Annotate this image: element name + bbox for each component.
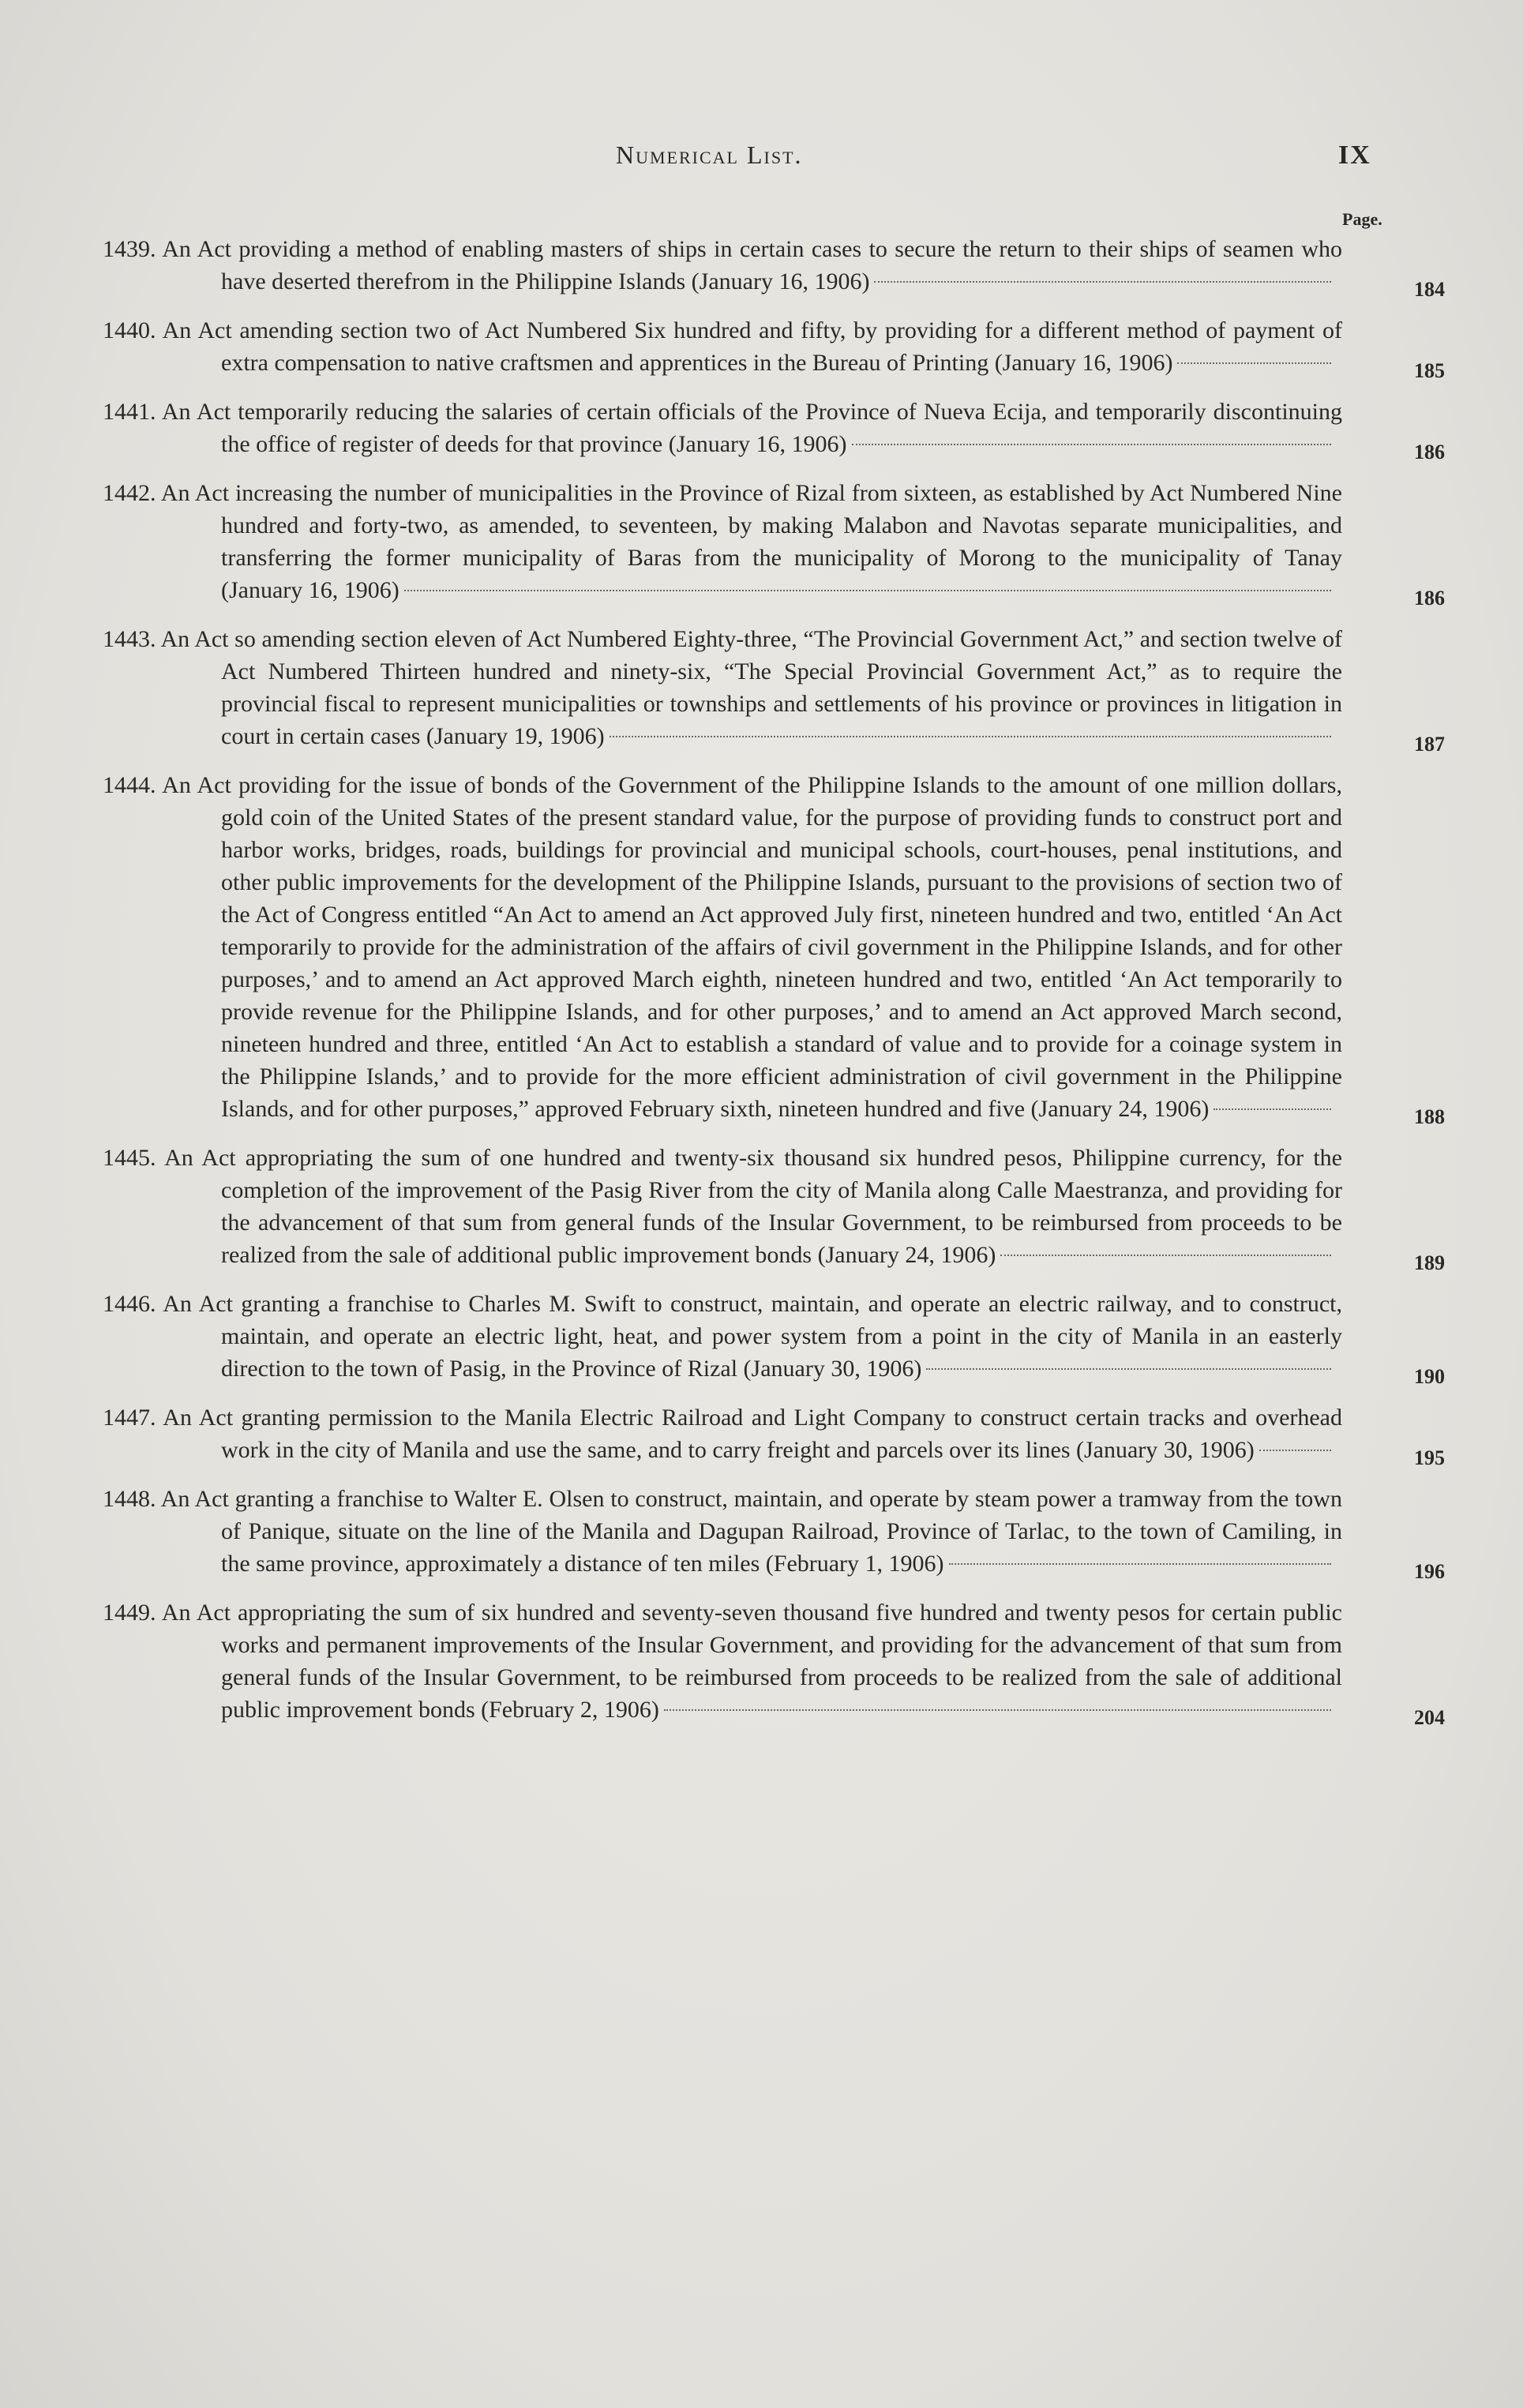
dot-leader (610, 736, 1331, 737)
act-date: (February 1, 1906) (765, 1551, 944, 1577)
act-date: (January 24, 1906) (1030, 1096, 1210, 1122)
act-title: An Act temporarily reducing the salaries of certain officials of the Province of Nueva Ecija, and temporarily discontinuing the office of register of deeds for that province (161, 399, 1342, 457)
page-number: 188 (1414, 1105, 1445, 1128)
act-date: (February 2, 1906) (481, 1697, 659, 1723)
act-date: (January 16, 1906) (691, 268, 870, 294)
act-date: (January 30, 1906) (1076, 1437, 1255, 1463)
dot-leader (1177, 362, 1331, 364)
act-number: 1447. (103, 1405, 156, 1431)
act-date: (January 24, 1906) (817, 1242, 996, 1268)
page-number: 186 (1414, 587, 1445, 610)
page-number: 187 (1414, 733, 1445, 756)
act-number: 1441. (103, 399, 156, 425)
numerical-list (103, 233, 1445, 1742)
dot-leader (404, 590, 1331, 591)
list-entry (103, 769, 1445, 1128)
act-title: An Act so amending section eleven of Act Numbered Eighty-three, “The Provincial Government Act,” and section twelve of Act Numbered Thirteen hundred and ninety-six, “The Special Provincial Government Act,” as to require the provincial fiscal to represent municipalities or townships and settlements of his province or provinces in litigation in court in certain cases (160, 626, 1342, 749)
act-date: (January 16, 1906) (221, 577, 400, 603)
page-number: 185 (1414, 359, 1445, 382)
act-title: An Act granting a franchise to Walter E. Olsen to construct, maintain, and operate by steam power a tramway from the town of Panique, situate on the line of the Manila and Dagupan Railroad, Province of Tarlac, to the town of Camiling, in the same province, approximately a distance of ten miles (160, 1486, 1342, 1577)
act-number: 1445. (103, 1145, 156, 1171)
list-entry (103, 1483, 1445, 1583)
act-date: (January 19, 1906) (426, 723, 605, 749)
list-entry (103, 1142, 1445, 1274)
dot-leader (949, 1563, 1331, 1565)
act-date: (January 16, 1906) (668, 431, 847, 457)
list-entry (103, 1288, 1445, 1388)
list-entry (103, 623, 1445, 756)
act-title: An Act increasing the number of municipalities in the Province of Rizal from sixteen, as established by Act Numbered Nine hundred and forty-two, as amended, to seventeen, by making Malabon and Navotas separate municipalities, and transferring the former municipality of Baras from the municipality of Morong to the municipality of Tanay (160, 480, 1342, 571)
list-entry (103, 1401, 1445, 1469)
dot-leader (1000, 1255, 1331, 1256)
page-column-label: Page. (1342, 209, 1382, 229)
act-date: (January 16, 1906) (994, 350, 1173, 376)
page-number: 189 (1414, 1251, 1445, 1274)
dot-leader (874, 281, 1331, 283)
page-title: Numerical List. (616, 141, 803, 169)
act-number: 1443. (103, 626, 156, 652)
list-entry (103, 233, 1445, 301)
page-number: 195 (1414, 1446, 1445, 1469)
page-folio: IX (1338, 141, 1371, 170)
act-title: An Act amending section two of Act Numbered Six hundred and fifty, by providing for a different method of payment of extra compensation to native craftsmen and apprentices in the Bureau of Printing (162, 317, 1342, 376)
act-number: 1448. (103, 1486, 156, 1512)
act-title: An Act providing a method of enabling masters of ships in certain cases to secure the return to their ships of seamen who have deserted therefrom in the Philippine Islands (162, 236, 1342, 294)
dot-leader (1214, 1108, 1331, 1110)
act-title: An Act providing for the issue of bonds of the Government of the Philippine Islands to the amount of one million dollars, gold coin of the United States of the present standard value, for the purpose of providing funds to construct port and harbor works, bridges, roads, buildings for provincial and municipal schools, court-houses, penal institutions, and other public improvements for the development of the Philippine Islands, pursuant to the provisions of section two of the Act of Congress entitled “An Act to amend an Act approved July first, nineteen hundred and two, entitled ‘An Act temporarily to provide for the administration of the affairs of civil government in the Philippine Islands, and for other purposes,’ and to amend an Act approved March eighth, nineteen hundred and two, entitled ‘An Act temporarily to provide revenue for the Philippine Islands, and for other purposes,’ and to amend an Act approved March second, nineteen hundred and three, entitled ‘An Act to establish a standard of value and to provide for a coinage system in the Philippine Islands,’ and to provide for the more efficient administration of civil government in the Philippine Islands, and for other purposes,” approved February sixth, nineteen hundred and five (162, 772, 1342, 1122)
page-number: 204 (1414, 1706, 1445, 1729)
act-title: An Act granting a franchise to Charles M. Swift to construct, maintain, and operate an electric railway, and to construct, maintain, and operate an electric light, heat, and power system from a point in the city of Manila in an easterly direction to the town of Pasig, in the Province of Rizal (163, 1291, 1342, 1382)
act-title: An Act granting permission to the Manila Electric Railroad and Light Company to construct certain tracks and overhead work in the city of Manila and use the same, and to carry freight and parcels over its lines (163, 1405, 1342, 1463)
list-entry (103, 314, 1445, 382)
list-entry (103, 396, 1445, 463)
act-number: 1442. (103, 480, 156, 506)
dot-leader (1259, 1450, 1331, 1451)
act-number: 1449. (103, 1600, 156, 1626)
act-number: 1444. (103, 772, 156, 798)
page-number: 184 (1414, 278, 1445, 301)
act-number: 1446. (103, 1291, 156, 1317)
list-entry (103, 477, 1445, 610)
act-title: An Act appropriating the sum of six hundred and seventy-seven thousand five hundred and twenty pesos for certain public works and permanent improvements of the Insular Government, and providing for the advancement of that sum from general funds of the Insular Government, to be reimbursed from proceeds to be realized from the sale of additional public improvement bonds (161, 1600, 1342, 1723)
dot-leader (852, 444, 1332, 445)
dot-leader (926, 1368, 1331, 1370)
act-date: (January 30, 1906) (743, 1356, 922, 1382)
list-entry (103, 1596, 1445, 1729)
dot-leader (664, 1709, 1331, 1711)
page-number: 190 (1414, 1365, 1445, 1388)
act-number: 1440. (103, 317, 156, 343)
act-title: An Act appropriating the sum of one hundred and twenty-six thousand six hundred pesos, Philippine currency, for the completion of the improvement of the Pasig River from the city of Manila along Calle Maestranza, and providing for the advancement of that sum from general funds of the Insular Government, to be reimbursed from proceeds to be realized from the sale of additional public improvement bonds (164, 1145, 1342, 1268)
act-number: 1439. (103, 236, 156, 262)
page-number: 196 (1414, 1560, 1445, 1583)
page-number: 186 (1414, 441, 1445, 463)
